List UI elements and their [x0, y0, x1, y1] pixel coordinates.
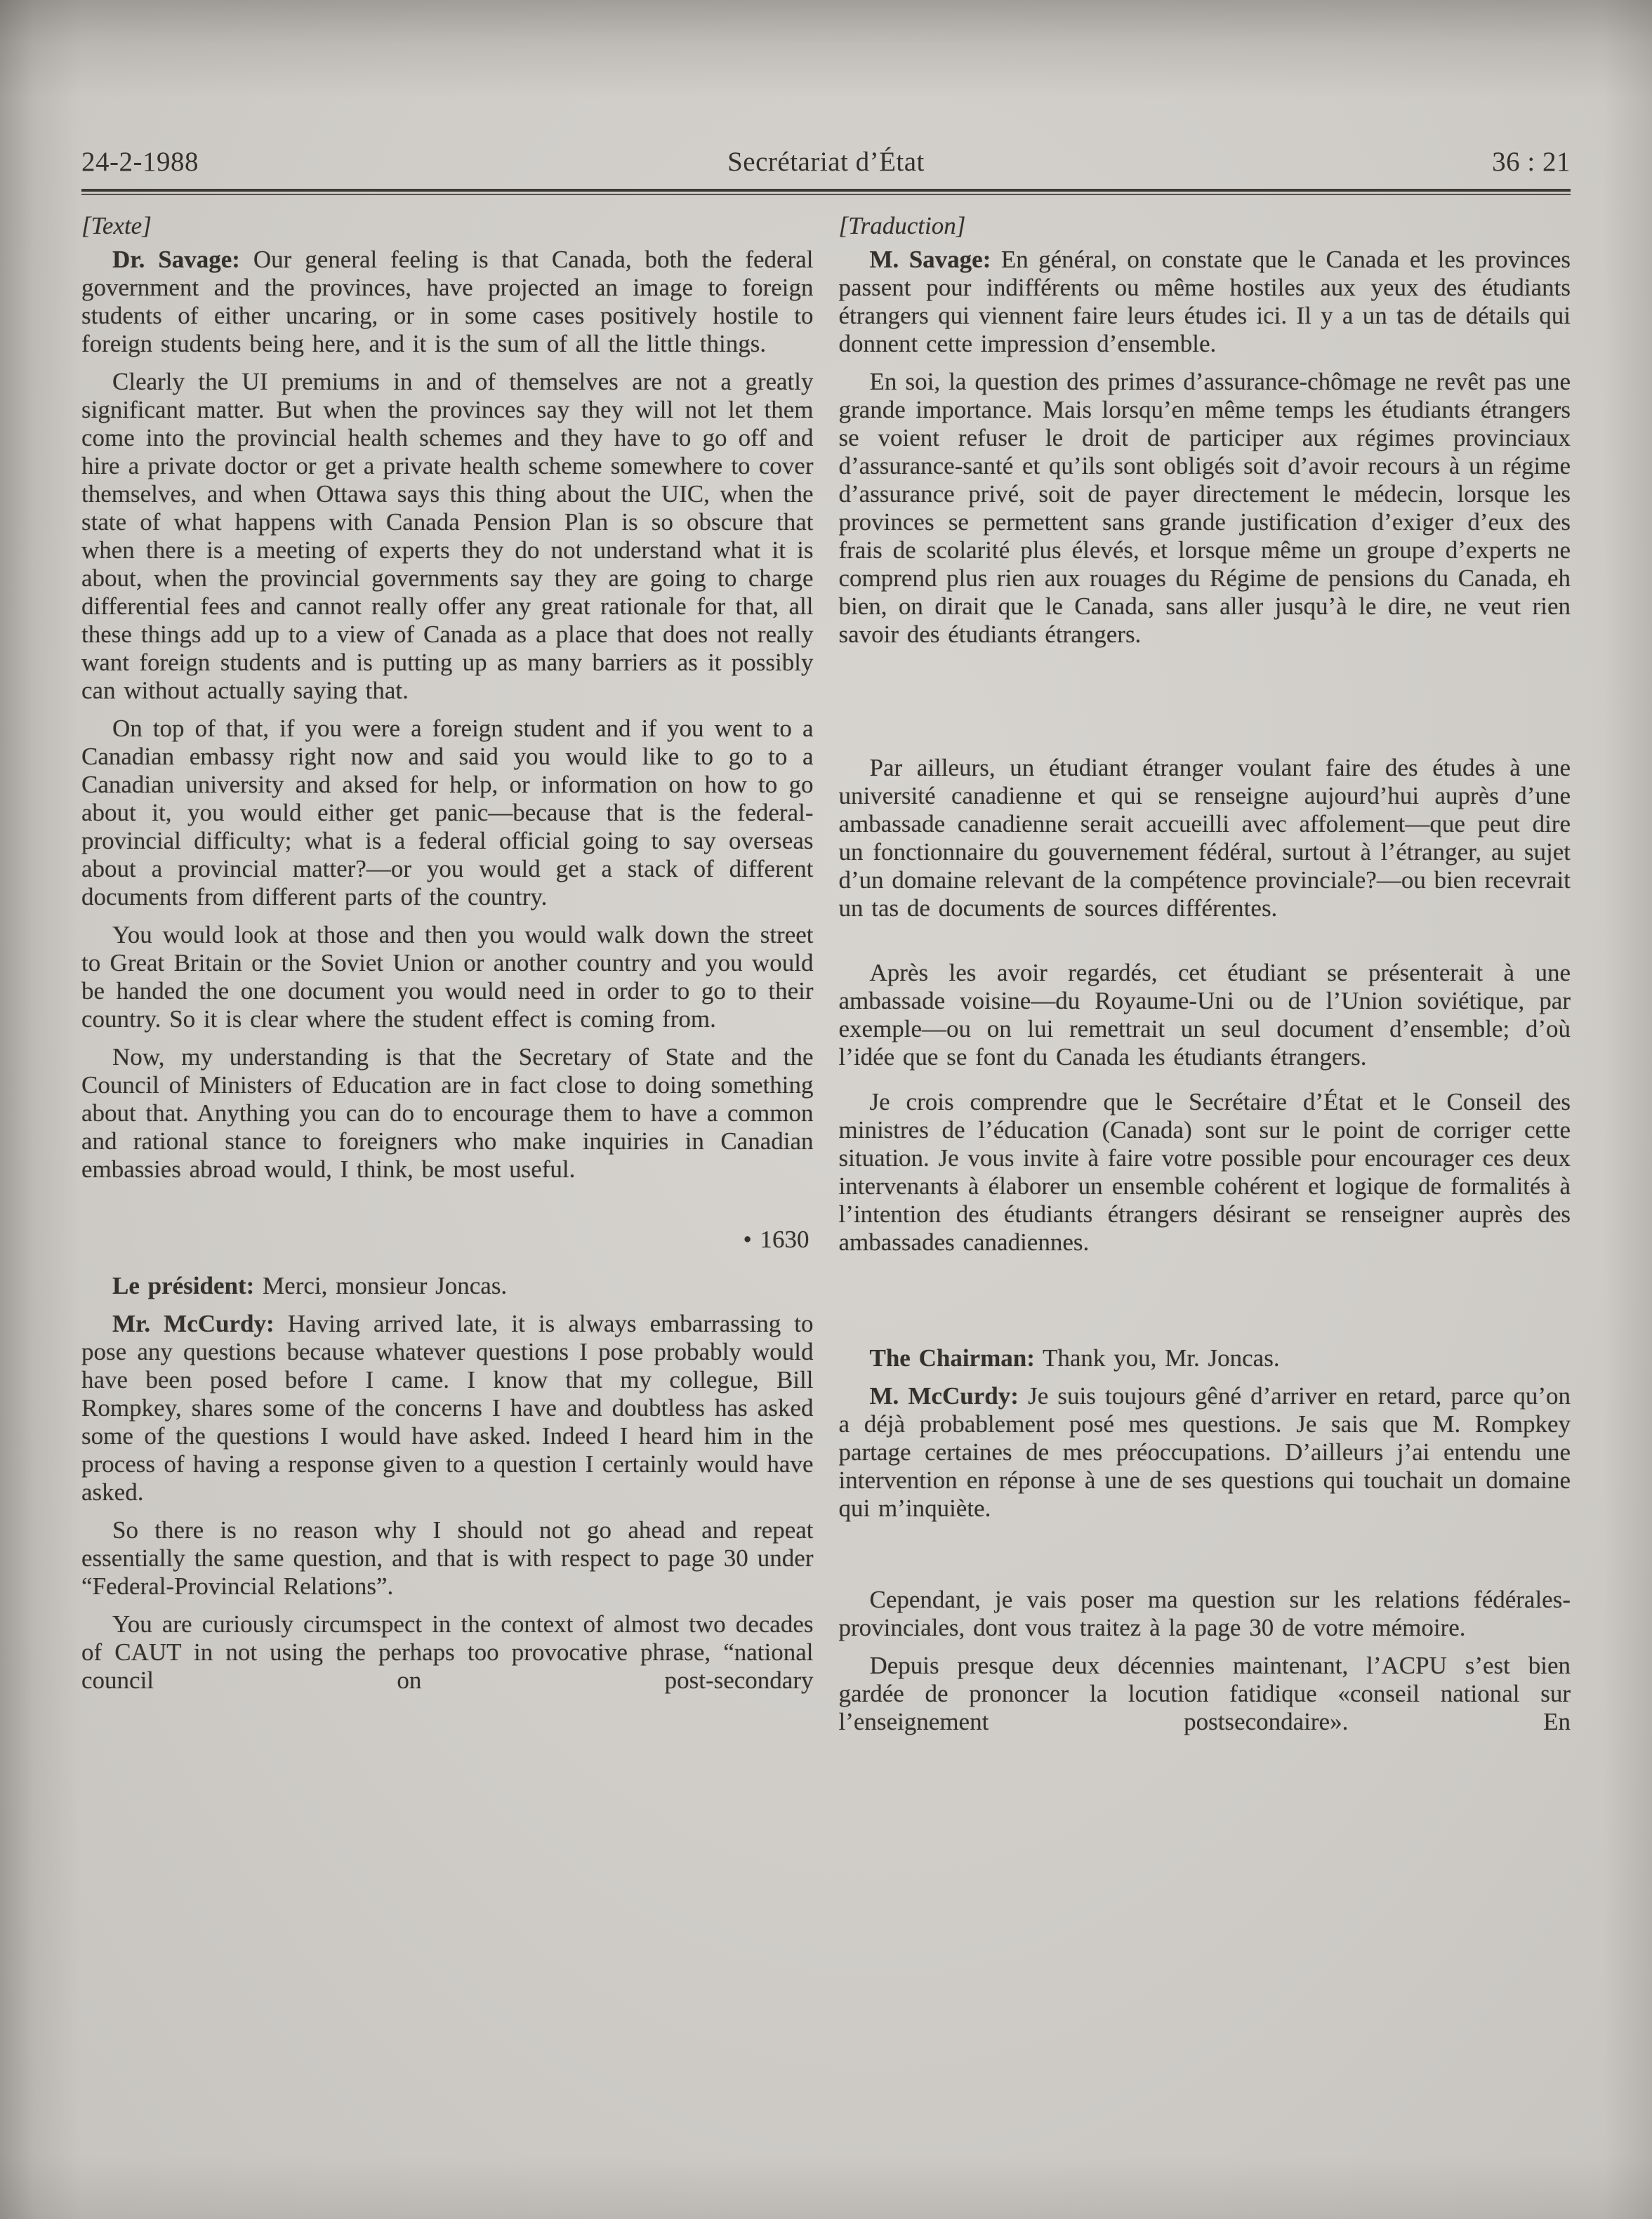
speaker-label: Dr. Savage:: [112, 246, 240, 273]
paragraph-fr-6: [839, 1382, 1571, 1523]
paragraph-text: Par ailleurs, un étudiant étranger voulant faire des études à une université canadienne et qui se renseigne aujourd’hui auprès d’une ambassade canadienne serait accueilli avec affolement—que peut dire un fonctionnaire du gouvernement fédéral, surtout à l’étranger, au sujet d’un domaine relevant de la compétence provinciale?—ou bien recevrait un tas de documents de sources différentes.: [838, 754, 1571, 922]
speaker-label: The Chairman:: [869, 1344, 1035, 1372]
paragraph-text: Our general feeling is that Canada, both the federal government and the provinces, have projected an image to foreign students of either uncaring, or in some cases positively hostile to foreign students being here, and it is the sum of all the little things.: [81, 246, 814, 357]
paragraph-en-4: [81, 1043, 814, 1184]
speaker-label: Le président:: [112, 1272, 255, 1299]
paragraph-text: Après les avoir regardés, cet étudiant se présenterait à une ambassade voisine—du Royaume-Uni ou de l’Union soviétique, par exemple—ou on lui remettrait un seul document d’ensemble; d’où l’idée que se font du Canada les étudiants étrangers.: [838, 959, 1571, 1071]
paragraph-fr-1: [839, 368, 1571, 649]
header-title: Secrétariat d’État: [727, 147, 925, 177]
paragraph-en-5: [81, 1272, 814, 1300]
text-column-french: [839, 212, 1571, 1746]
paragraph-text: So there is no reason why I should not go ahead and repeat essentially the same question, and that is with respect to page 30 under “Federal-Provincial Relations”.: [81, 1516, 814, 1600]
header-date: 24-2-1988: [81, 147, 199, 177]
two-column-text: [81, 212, 1571, 1746]
paragraph-text: You are curiously circumspect in the context of almost two decades of CAUT in not using the perhaps too provocative phrase, “national council on post-secondary: [81, 1610, 814, 1694]
speaker-label: Mr. McCurdy:: [112, 1310, 275, 1337]
paragraph-text: You would look at those and then you would walk down the street to Great Britain or the Soviet Union or another country and you would be handed the one document you would need in order to go to their country. So it is clear where the student effect is coming from.: [81, 921, 814, 1033]
paragraph-text: Thank you, Mr. Joncas.: [1043, 1344, 1280, 1372]
paragraph-en-0: [81, 246, 814, 358]
paragraph-text: Merci, monsieur Joncas.: [263, 1272, 508, 1299]
paragraph-fr-0: [839, 246, 1571, 358]
paragraph-text: Depuis presque deux décennies maintenant, l’ACPU s’est bien gardée de prononcer la locution fatidique «conseil national sur l’enseignement postsecondaire». En: [838, 1652, 1571, 1735]
paragraph-text: Cependant, je vais poser ma question sur les relations fédérales-provinciales, dont vous traitez à la page 30 de votre mémoire.: [838, 1586, 1571, 1641]
paragraph-fr-5: [839, 1344, 1571, 1372]
paragraph-en-8: [81, 1610, 814, 1695]
speaker-label: M. McCurdy:: [869, 1382, 1019, 1410]
page-header: [81, 0, 1571, 178]
language-tag-texte: [Texte]: [81, 212, 152, 239]
paragraph-text: En soi, la question des primes d’assurance-chômage ne revêt pas une grande importance. Mais lorsqu’en même temps les étudiants étrangers se voient refuser le droit de participer aux régimes provinciaux d’assurance-santé et qu’ils sont obligés soit d’avoir recours à un régime d’assurance privé, soit de payer directement le médecin, lorsque les provinces se permettent sans grande justification d’exiger d’eux des frais de scolarité plus élevés, et lorsque même un groupe d’experts ne comprend plus rien aux rouages du Régime de pensions du Canada, eh bien, on dirait que le Canada, sans aller jusqu’à le dire, ne veut rien savoir des étudiants étrangers.: [838, 368, 1571, 648]
paragraph-en-6: [81, 1310, 814, 1506]
paragraph-fr-7: [839, 1586, 1571, 1642]
paragraph-text: En général, on constate que le Canada et les provinces passent pour indifférents ou même hostiles aux yeux des étudiants étrangers qui viennent faire leurs études ici. Il y a un tas de détails qui donnent cette impression d’ensemble.: [838, 246, 1571, 357]
paragraph-text: Je crois comprendre que le Secrétaire d’État et le Conseil des ministres de l’éducation (Canada) sont sur le point de corriger cette situation. Je vous invite à faire votre possible pour encourager ces deux intervenants à élaborer un ensemble cohérent et logique de formalités à l’intention des étudiants étrangers désirant se renseigner auprès des ambassades canadiennes.: [838, 1088, 1571, 1256]
paragraph-fr-3: [839, 959, 1571, 1071]
paragraph-text: Now, my understanding is that the Secretary of State and the Council of Ministers of Education are in fact close to doing something about that. Anything you can do to encourage them to have a common and rational stance to foreigners who make inquiries in Canadian embassies abroad would, I think, be most useful.: [81, 1043, 814, 1183]
paragraph-text: Having arrived late, it is always embarrassing to pose any questions because whatever questions I pose probably would have been posed before I came. I know that my collegue, Bill Rompkey, shares some of the concerns I have and doubtless has asked some of the questions I would have asked. Indeed I heard him in the process of having a response given to a question I certainly would have asked.: [81, 1310, 814, 1506]
text-column-english: [81, 212, 814, 1746]
paragraph-fr-2: [839, 754, 1571, 922]
paragraph-en-3: [81, 921, 814, 1033]
header-page-number: 36 : 21: [1492, 147, 1571, 177]
paragraph-text: Clearly the UI premiums in and of themselves are not a greatly significant matter. But when the provinces say they will not let them come into the provincial health schemes and they have to go off and hire a private doctor or get a private health scheme somewhere to cover themselves, and when Ottawa says this thing about the UIC, when the state of what happens with Canada Pension Plan is so obscure that when there is a meeting of experts they do not understand what it is about, when the provincial governments say they are going to charge differential fees and cannot really offer any great rationale for that, all these things add up to a view of Canada as a place that does not really want foreign students and is putting up as many barriers as it possibly can without actually saying that.: [81, 368, 814, 704]
header-rule: [81, 189, 1571, 195]
paragraph-en-2: [81, 715, 814, 911]
paragraph-fr-4: [839, 1088, 1571, 1257]
paragraph-fr-8: [839, 1652, 1571, 1736]
paragraph-text: On top of that, if you were a foreign student and if you went to a Canadian embassy right now and said you would like to go to a Canadian university and aksed for help, or information on how to go about it, you would either get panic—because that is the federal-provincial difficulty; what is a federal official going to say overseas about a provincial matter?—or you would get a stack of different documents from different parts of the country.: [81, 715, 814, 910]
paragraph-en-1: [81, 368, 814, 705]
paragraph-en-7: [81, 1516, 814, 1601]
speaker-label: M. Savage:: [869, 246, 991, 273]
time-marker-1630: • 1630: [743, 1226, 810, 1253]
paragraph-text: Je suis toujours gêné d’arriver en retard, parce qu’on a déjà probablement posé mes questions. Je sais que M. Rompkey partage certaines de mes préoccupations. D’ailleurs j’ai entendu une intervention en réponse à une de ses questions qui touchait un domaine qui m’inquiète.: [838, 1382, 1571, 1522]
language-tag-traduction: [Traduction]: [838, 212, 966, 239]
